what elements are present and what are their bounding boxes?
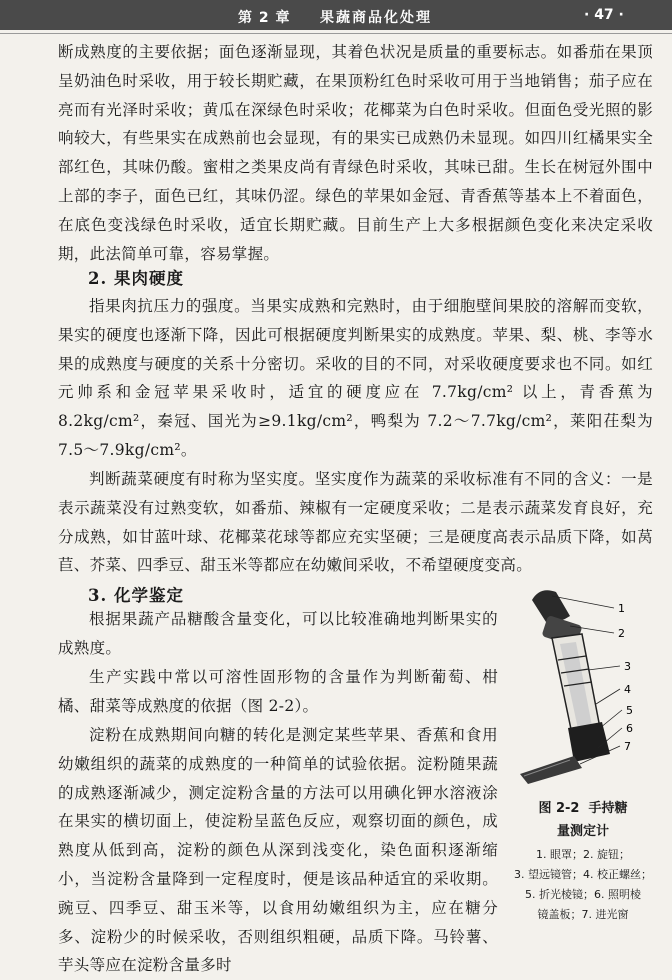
prism-housing bbox=[568, 722, 610, 762]
paragraph-color: 断成熟度的主要依据；面色逐渐显现，其着色状况是质量的重要标志。如番茄在果顶呈奶油色时采收，用于较长期贮藏，在果顶粉红色时采收可用于当地销售；茄子应在亮而有光泽时采收；黄瓜在深绿色时采收；花椰菜为白色时采收。但面色受光照的影响较大，有些果实在成熟前也会显现，有的果实已成熟仍未显现。如四川红橘果实全部红色，其味仍酸。蜜柑之类果皮尚有青绿色时采收，其味已甜。生长在树冠外围中上部的李子，面色已红，其味仍涩。绿色的苹果如金冠、青香蕉等基本上不着面色，在底色变浅绿色时采收，适宜长期贮藏。目前生产上大多根据颜色变化来决定采收期，此法简单可靠，容易掌握。 bbox=[58, 43, 653, 263]
header-rule bbox=[0, 33, 672, 34]
figure-legend-line-2: 3. 望远镜管；4. 校正螺丝； bbox=[514, 868, 652, 881]
paragraph-firmness-fruit: 指果肉抗压力的强度。当果实成熟和完熟时，由于细胞壁间果胶的溶解而变软，果实的硬度也逐渐下降，因此可根据硬度判断果实的成熟度。苹果、梨、桃、李等水果的成熟度与硬度的关系十分密切。采收的目的不同，对采收硬度要求也不同。如红元帅系和金冠苹果采收时，适宜的硬度应在 7.7kg/cm² 以上，青香蕉为 8.2kg/cm²，秦冠、国光为≥9.1kg/cm²，鸭梨为 7.2～7.7kg/cm²，莱阳茌梨为 7.5～7.9kg/cm²。 bbox=[58, 297, 653, 459]
section-heading-chemical: 3. 化学鉴定 bbox=[88, 586, 184, 605]
callout-7: 7 bbox=[624, 740, 631, 753]
page-number: · 47 · bbox=[584, 7, 624, 23]
chapter-title: 果蔬商品化处理 bbox=[320, 10, 432, 26]
callout-3: 3 bbox=[624, 660, 631, 673]
figure-legend-line-3: 5. 折光棱镜；6. 照明棱 bbox=[525, 888, 641, 901]
figure-legend-line-1: 1. 眼罩；2. 旋钮； bbox=[536, 848, 630, 861]
prism-cover-plate bbox=[520, 756, 582, 784]
figure-number: 图 2-2 bbox=[538, 801, 580, 816]
figure-caption-title-b: 量测定计 bbox=[556, 824, 609, 839]
figure-caption-title bbox=[498, 797, 668, 816]
callout-1: 1 bbox=[618, 602, 625, 615]
callout-5: 5 bbox=[626, 704, 633, 717]
paragraph-starch-a: 淀粉在成熟期间向糖的转化是测定某些苹果、香蕉和食用幼嫩组织的蔬菜的成熟度的一种简单的试验依据。淀粉随果蔬的成熟逐渐减少，测定淀粉含量的方法可以用碘化钾水溶液涂在果实的横切面上，使淀粉呈蓝色反应，观察切面的颜色，成熟度从低到高，淀粉的颜色从深到浅变化，染色面积逐渐缩小，当淀粉含量降到一定程度时，便是该品种适宜的采收期。豌豆、四季豆、甜玉米等，以食用幼嫩组织为主，应在糖分多、淀粉少的时候采收，否则组织粗硬，品质下降。马铃薯、芋头等应在淀粉含量多时 bbox=[58, 726, 498, 975]
section-heading-firmness: 2. 果肉硬度 bbox=[88, 269, 184, 288]
refractometer-illustration bbox=[500, 578, 670, 793]
paragraph-firmness-vegetable: 判断蔬菜硬度有时称为坚实度。坚实度作为蔬菜的采收标准有不同的含义：一是表示蔬菜没有过熟变软，如番茄、辣椒有一定硬度采收；二是表示蔬菜发育良好，充分成熟，如甘蓝叶球、花椰菜花球等都应充实坚硬；三是硬度高表示品质下降，如莴苣、芥菜、四季豆、甜玉米等都应在幼嫩间采收，不希望硬度变高。 bbox=[58, 470, 653, 575]
refractometer-figure bbox=[500, 578, 670, 788]
callout-6: 6 bbox=[626, 722, 633, 735]
figure-title-a: 手持糖 bbox=[588, 801, 628, 816]
page-header bbox=[0, 0, 672, 30]
figure-legend-line-4: 镜盖板；7. 进光窗 bbox=[537, 908, 629, 921]
paragraph-soluble-solids: 生产实践中常以可溶性固形物的含量作为判断葡萄、柑橘、甜菜等成熟度的依据（图 2-2）。 bbox=[58, 668, 498, 715]
callout-2: 2 bbox=[618, 627, 625, 640]
callout-4: 4 bbox=[624, 683, 631, 696]
paragraph-sugar-acid: 根据果蔬产品糖酸含量变化，可以比较准确地判断果实的成熟度。 bbox=[58, 610, 498, 657]
chapter-label: 第 2 章 bbox=[238, 10, 291, 26]
